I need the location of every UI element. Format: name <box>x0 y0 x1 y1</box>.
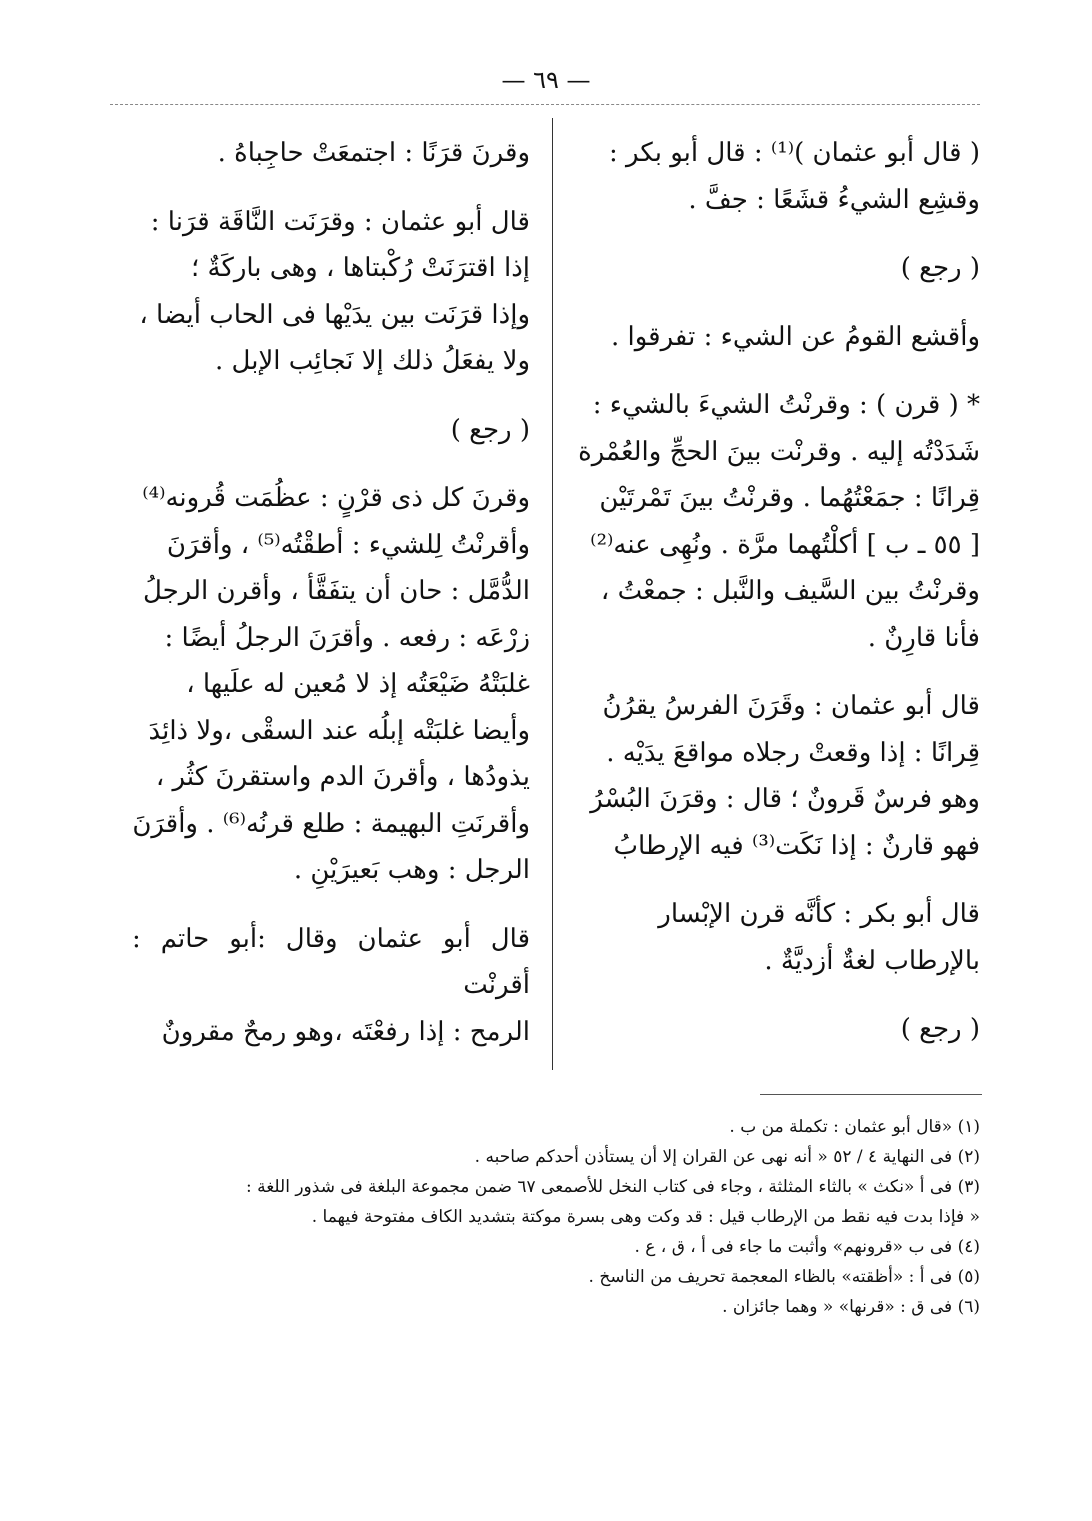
column-divider <box>552 118 553 1070</box>
paragraph-gap <box>570 292 980 314</box>
text-line: الرجل : وهب بَعيرَيْنِ . <box>293 855 530 885</box>
text-line: فهو قارنٌ : إذا نَكَت⁽³⁾ فيه الإرطابُ <box>613 830 980 861</box>
section-marker: ( رجع ) <box>900 1014 980 1044</box>
text-line: إذا اقترَنَتْ رُكْبتاها ، وهى باركَةٌ ؛ <box>190 253 530 283</box>
text-line: الدُّمَّل : حان أن يتفَقَّأ ، وأقرن الرجلُ <box>142 576 530 606</box>
text-line: وقرنْتُ بين السَّيف والنَّبل : جمعْتُ ، <box>600 576 980 606</box>
text-line: شَدَدْتُه إليه . وقرنْت بينَ الحجِّ والعُمْرة <box>578 436 980 467</box>
text-line: وإذا قرَنَت بين يدَيْها فى الحاب أيضا ، <box>139 299 530 330</box>
footnote: (٥) فى أ : «أظقته» بالظاء المعجمة تحريف من الناسخ . <box>588 1267 980 1287</box>
header-rule <box>110 104 980 105</box>
text-line: وقشِع الشيءُ قشَعًا : جفَّ . <box>688 184 980 215</box>
text-line: فأنا قارِنٌ . <box>867 622 980 653</box>
paragraph-gap <box>570 223 980 245</box>
left-column <box>132 130 530 1055</box>
footnote: (٣) فى أ «نكث » بالثاء المثلثة ، وجاء فى كتاب النخل للأصمعى ٦٧ ضمن مجموعة البلغة فى شذور اللغة : <box>245 1177 980 1197</box>
text-line: وقرنَ كل ذى قرْنٍ : عظُمَت قُرونه⁽⁴⁾ <box>142 483 530 513</box>
paragraph-gap <box>132 894 530 916</box>
text-line: الرمح : إذا رفعْتَه ،وهو رمحٌ مقرونٌ <box>161 1016 530 1047</box>
paragraph-gap <box>132 385 530 407</box>
text-line: وأقرنْتُ لِلشيء : أطقْتُه⁽⁵⁾ ، وأقرَنَ <box>166 529 530 560</box>
right-column <box>570 130 980 1053</box>
text-line: غلبَتْهُ ضَيْعَتُه إذ لا مُعين له علَيها ، <box>186 669 530 699</box>
text-line: قِرانًا : جمَعْتُهُما . وقرنْتُ بينَ تَمْرتَيْن <box>599 483 980 513</box>
text-line: وأيضا غلبَتْه إبلُه عند السقْى ،ولا ذائِدَ <box>148 715 530 746</box>
text-line: قِرانًا : إذا وقعتْ رجلاه مواقعَ يدَيْه . <box>606 737 980 768</box>
footnote: (٦) فى ق : «قرنها» « وهما جائزان . <box>722 1297 980 1317</box>
footnotes <box>140 1112 980 1322</box>
footnote: (٢) فى النهاية ٤ / ٥٢ « أنه نهى عن القران إلا أن يستأذن أحدكم صاحبه . <box>474 1147 980 1167</box>
paragraph-gap <box>570 984 980 1006</box>
text-line: قال أبو عثمان : وقرَنَت النَّاقَة قرَنا : <box>150 206 530 237</box>
text-line: [ ٥٥ ـ ب ] أكلْتُهما مرَّة . ونُهِى عنه⁽²⁾ <box>590 529 980 560</box>
section-marker: ( رجع ) <box>450 414 530 445</box>
footnote: (١) «قال أبو عثمان : تكملة من ب . <box>729 1117 980 1137</box>
paragraph-gap <box>132 453 530 475</box>
paragraph-gap <box>132 177 530 199</box>
page-number: — ٦٩ — <box>501 66 591 94</box>
paragraph-gap <box>570 661 980 683</box>
footnote: (٤) فى ب «قرونهم» وأثبت ما جاء فى أ ، ق ، ع . <box>634 1237 980 1257</box>
text-line: وأقشع القومُ عن الشيء : تفرقوا . <box>610 321 980 352</box>
text-line: وقرنَ قرَنًا : اجتمعَتْ حاجِباهُ . <box>217 138 530 168</box>
text-line: * ( قرن ) : وقرنْتُ الشيءَ بالشيء : <box>592 390 980 420</box>
text-line: زرْعَه : رفعه . وأقرَنَ الرجلُ أيضًا : <box>164 622 530 653</box>
paragraph-gap <box>570 869 980 891</box>
text-line: ( قال أبو عثمان )⁽¹⁾ : قال أبو بكر : <box>608 138 980 168</box>
text-line: قال أبو عثمان : وقَرَنَ الفرسُ يقرُنُ <box>602 691 980 721</box>
text-line: وأقرنَتِ البهيمة : طلع قرنُه⁽⁶⁾ . وأقرَنَ <box>132 808 530 839</box>
text-line: قال أبو بكر : كأنَّه قرن الإبْسار <box>658 899 980 929</box>
footnote: « فإذا بدت فيه نقط من الإرطاب قيل : قد وكت وهى بسرة موكتة بتشديد الكاف مفتوحة فيهما . <box>311 1207 980 1227</box>
text-line: بالإرطاب لغةٌ أزديَّةٌ . <box>764 945 980 976</box>
text-line: يذودُها ، وأقرنَ الدم واستقرنَ كثُر ، <box>155 762 530 792</box>
paragraph-gap <box>570 360 980 382</box>
text-line: وهو فرسٌ قَرونٌ ؛ قال : وقرَنَ البُسْرُ <box>590 784 980 814</box>
section-marker: ( رجع ) <box>900 253 980 283</box>
footnote-rule <box>760 1094 982 1095</box>
text-line: قال أبو عثمان وقال :أبو حاتم : أقرنْت <box>132 923 530 1000</box>
text-line: ولا يفعَلُ ذلك إلا نَجائِب الإبل . <box>214 346 530 376</box>
